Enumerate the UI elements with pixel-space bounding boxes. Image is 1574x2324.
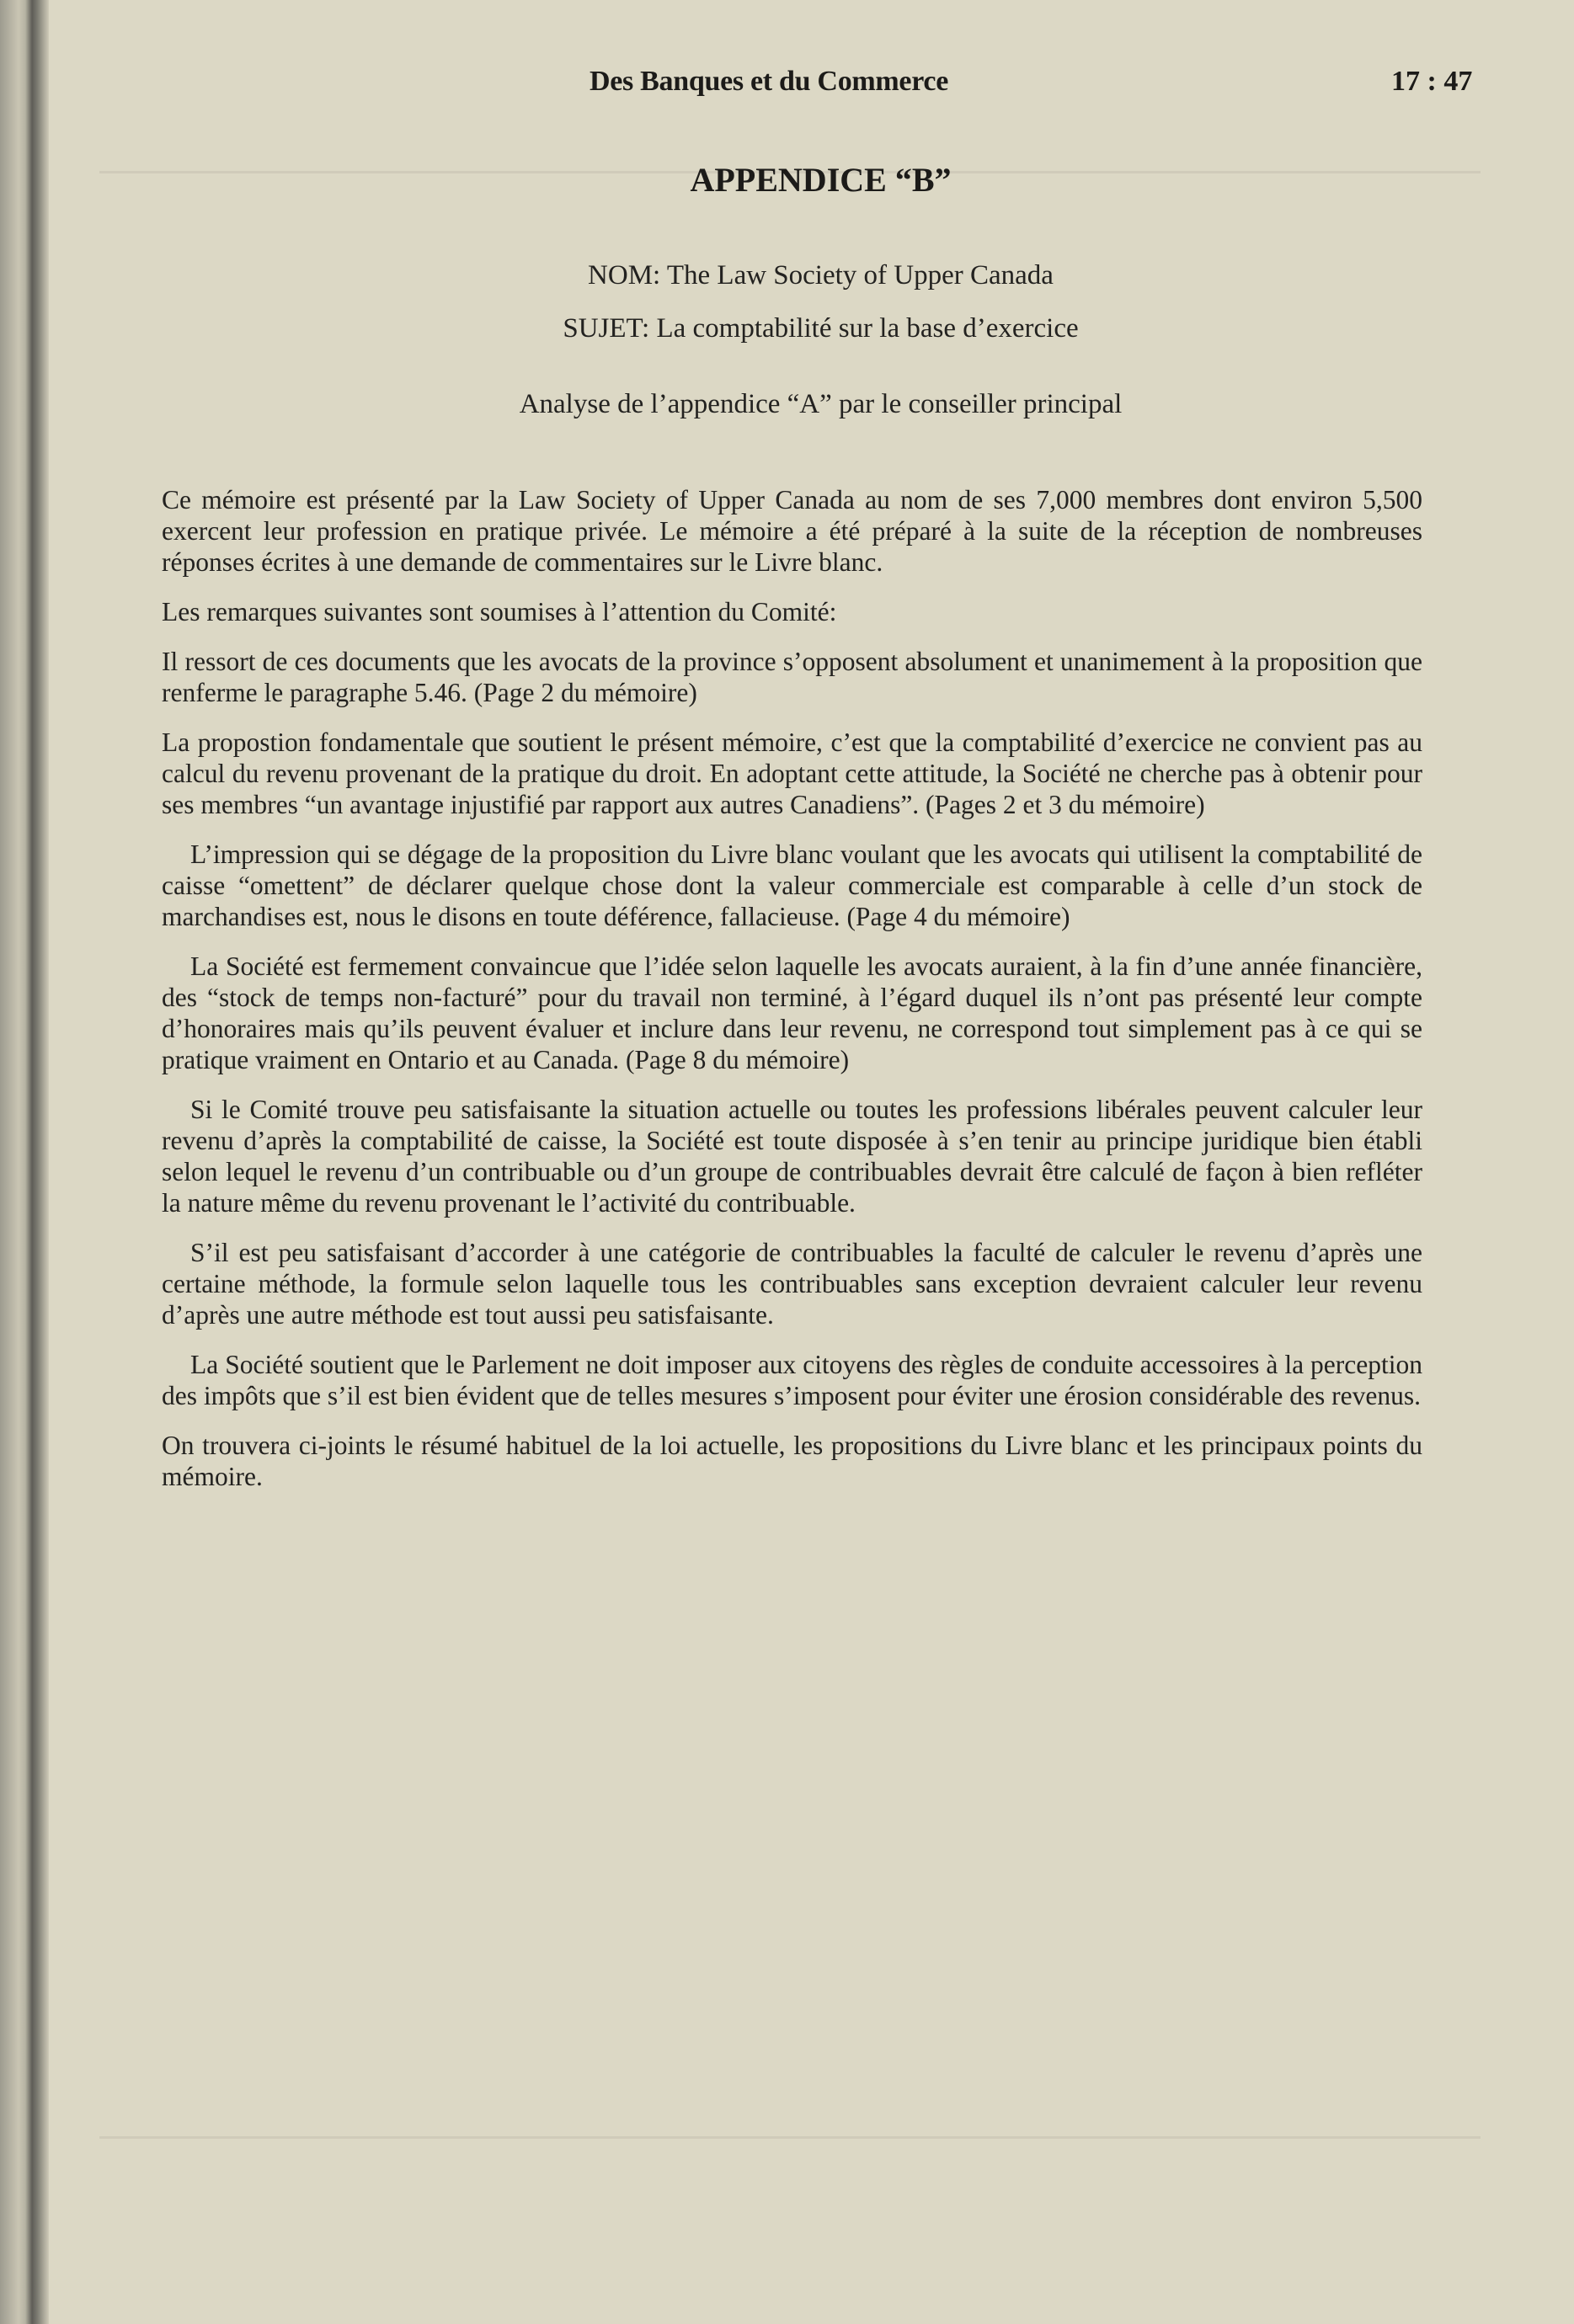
show-through-rule-bottom — [99, 2136, 1481, 2139]
paragraph-opposition: Il ressort de ces documents que les avocats de la province s’opposent absolument et unanimement à la proposition que renferme le paragraphe 5.46. (Page 2 du mémoire) — [162, 647, 1422, 707]
paragraph-category: S’il est peu satisfaisant d’accorder à une catégorie de contribuables la faculté de calculer le revenu d’après une certaine méthode, la formule selon laquelle tous les contribuables sans exception devraient calculer leur revenu d’après une autre méthode est tout aussi peu satisfaisante. — [162, 1238, 1422, 1330]
paragraph-attached: On trouvera ci-joints le résumé habituel de la loi actuelle, les propositions du Livre blanc et les principaux points du mémoire. — [162, 1431, 1422, 1491]
running-title: Des Banques et du Commerce — [590, 66, 948, 97]
paragraph-remarks: Les remarques suivantes sont soumises à l’attention du Comité: — [162, 597, 837, 626]
body-text — [162, 484, 1422, 1511]
page-number: 17 : 47 — [1391, 66, 1473, 97]
analysis-line: Analyse de l’appendice “A” par le conseiller principal — [519, 389, 1123, 419]
paragraph-fundamental: La propostion fondamentale que soutient le présent mémoire, c’est que la comptabilité d’exercice ne convient pas au calcul du revenu provenant de la pratique du droit. En adoptant cette attitude, la Société ne cherche pas à obtenir pour ses membres “un avantage injustifié par rapport aux autres Canadiens”. (Pages 2 et 3 du mémoire) — [162, 728, 1422, 819]
paragraph-parliament: La Société soutient que le Parlement ne doit imposer aux citoyens des règles de conduite accessoires à la perception des impôts que s’il est bien évident que de telles mesures s’imposent pour éviter une érosion considérable des revenus. — [162, 1350, 1422, 1410]
submitter-name: NOM: The Law Society of Upper Canada — [588, 260, 1054, 290]
paragraph-intro: Ce mémoire est présenté par la Law Society of Upper Canada au nom de ses 7,000 membres dont environ 5,500 exercent leur profession en pratique privée. Le mémoire a été préparé à la suite de la réception de nombreuses réponses écrites à une demande de commentaires sur le Livre blanc. — [162, 485, 1422, 577]
appendix-title: APPENDICE “B” — [690, 161, 952, 199]
binding-gutter — [0, 0, 49, 2324]
paragraph-committee: Si le Comité trouve peu satisfaisante la situation actuelle ou toutes les professions libérales peuvent calculer leur revenu d’après la comptabilité de caisse, la Société est toute disposée à s’en tenir au principe juridique bien établi selon lequel le revenu d’un contribuable ou d’un groupe de contribuables devrait être calculé de façon à bien refléter la nature même du revenu provenant le l’activité du contribuable. — [162, 1095, 1422, 1218]
paragraph-conviction: La Société est fermement convaincue que l’idée selon laquelle les avocats auraient, à la fin d’une année financière, des “stock de temps non-facturé” pour du travail non terminé, à l’égard duquel ils n’ont pas présenté leur compte d’honoraires mais qu’ils peuvent évaluer et inclure dans leur revenu, ne correspond tout simplement pas à ce qui se pratique vraiment en Ontario et au Canada. (Page 8 du mémoire) — [162, 951, 1422, 1074]
paragraph-impression: L’impression qui se dégage de la proposition du Livre blanc voulant que les avocats qui utilisent la comptabilité de caisse “omettent” de déclarer quelque chose dont la valeur commerciale est comparable à celle d’un stock de marchandises est, nous le disons en toute déférence, fallacieuse. (Page 4 du mémoire) — [162, 840, 1422, 931]
subject-line: SUJET: La comptabilité sur la base d’exercice — [563, 313, 1079, 344]
